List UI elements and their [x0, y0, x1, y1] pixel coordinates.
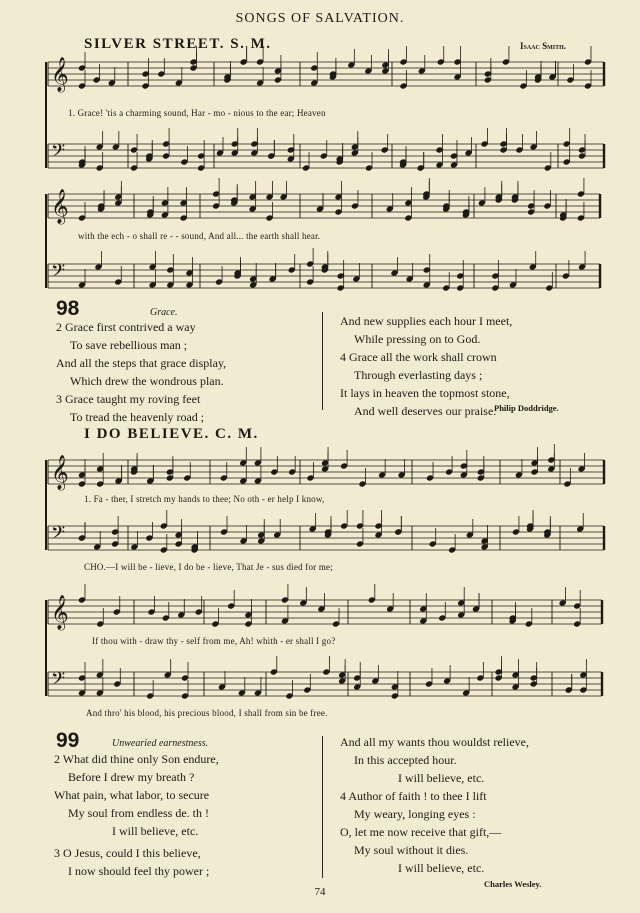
svg-text:𝄞: 𝄞	[51, 57, 69, 92]
svg-text:𝄞: 𝄞	[51, 189, 69, 224]
lyric-line-99-1: 1. Fa - ther, I stretch my hands to thee; No oth - er help I know,	[84, 494, 325, 504]
hymn-number-99: 99	[56, 729, 80, 752]
verses-99-right	[340, 733, 529, 877]
verse-line: I will believe, etc.	[398, 861, 485, 875]
svg-text:𝄢: 𝄢	[51, 523, 66, 548]
tune-title-i-do-believe: I DO BELIEVE. C. M.	[84, 426, 259, 442]
verse-line: Which drew the wondrous plan.	[70, 374, 224, 388]
svg-text:𝄞: 𝄞	[51, 595, 69, 630]
page-number: 74	[314, 886, 326, 898]
lyric-line-99-2: If thou with - draw thy - self from me, Ah! whith - er shall I go?	[92, 636, 336, 646]
svg-text:𝄞: 𝄞	[51, 455, 69, 490]
composer-isaac-smith: Isaac Smith.	[520, 41, 567, 51]
svg-text:𝄢: 𝄢	[51, 141, 66, 166]
verse-line: My soul without it dies.	[354, 843, 469, 857]
verse-line: And all the steps that grace display,	[56, 356, 227, 370]
verse-line: To save rebellious man ;	[70, 338, 188, 352]
verse-line: And well deserves our praise.	[354, 404, 497, 418]
lyric-line-98-2: with the ech - o shall re - - sound, And all... the earth shall hear.	[78, 231, 321, 241]
verse-line: I will believe, etc.	[398, 771, 485, 785]
author-philip-doddridge: Philip Doddridge.	[494, 403, 559, 413]
hymn-subtitle-98: Grace.	[150, 307, 178, 318]
verse-line: And new supplies each hour I meet,	[340, 314, 513, 328]
author-charles-wesley: Charles Wesley.	[484, 879, 542, 889]
svg-text:𝄢: 𝄢	[51, 669, 66, 694]
verse-line: I will believe, etc.	[112, 824, 199, 838]
verse-line: Through everlasting days ;	[354, 368, 483, 382]
verse-line: While pressing on to God.	[354, 332, 481, 346]
verse-line: What pain, what labor, to secure	[54, 788, 210, 802]
verse-line: 3 O Jesus, could I this believe,	[54, 846, 201, 860]
tune-title-silver-street: SILVER STREET. S. M.	[84, 36, 272, 52]
column-divider	[322, 312, 323, 410]
chorus-line-99-2: And thro' his blood, his precious blood, I shall from sin be free.	[86, 708, 328, 718]
column-divider	[322, 736, 323, 878]
verse-line: 4 Author of faith ! to thee I lift	[340, 789, 487, 803]
verse-line: 2 What did thine only Son endure,	[54, 752, 219, 766]
verses-98-left	[56, 318, 226, 426]
verse-line: It lays in heaven the topmost stone,	[340, 386, 510, 400]
hymn-number-98: 98	[56, 297, 80, 320]
verse-line: I now should feel thy power ;	[68, 864, 210, 878]
running-head: SONGS OF SALVATION.	[235, 11, 405, 26]
verse-line: And all my wants thou wouldst relieve,	[340, 735, 529, 749]
chorus-line-99-1: CHO.—I will be - lieve, I do be - lieve, That Je - sus died for me;	[84, 562, 333, 572]
hymn-subtitle-99: Unwearied earnestness.	[112, 738, 209, 749]
verse-line: 3 Grace taught my roving feet	[56, 392, 201, 406]
verse-line: My weary, longing eyes :	[354, 807, 476, 821]
verse-line: Before I drew my breath ?	[68, 770, 195, 784]
verse-line: O, let me now receive that gift,—	[340, 825, 502, 839]
verses-99-left	[54, 750, 219, 880]
verse-line: My soul from endless de. th !	[68, 806, 209, 820]
verse-line: In this accepted hour.	[354, 753, 457, 767]
verse-line: To tread the heavenly road ;	[70, 410, 205, 424]
verse-line: 2 Grace first contrived a way	[56, 320, 196, 334]
verse-line: 4 Grace all the work shall crown	[340, 350, 497, 364]
verses-98-right	[340, 312, 512, 420]
svg-text:𝄢: 𝄢	[51, 261, 66, 286]
lyric-line-98-1: 1. Grace! 'tis a charming sound, Har - mo - nious to the ear; Heaven	[68, 108, 326, 118]
